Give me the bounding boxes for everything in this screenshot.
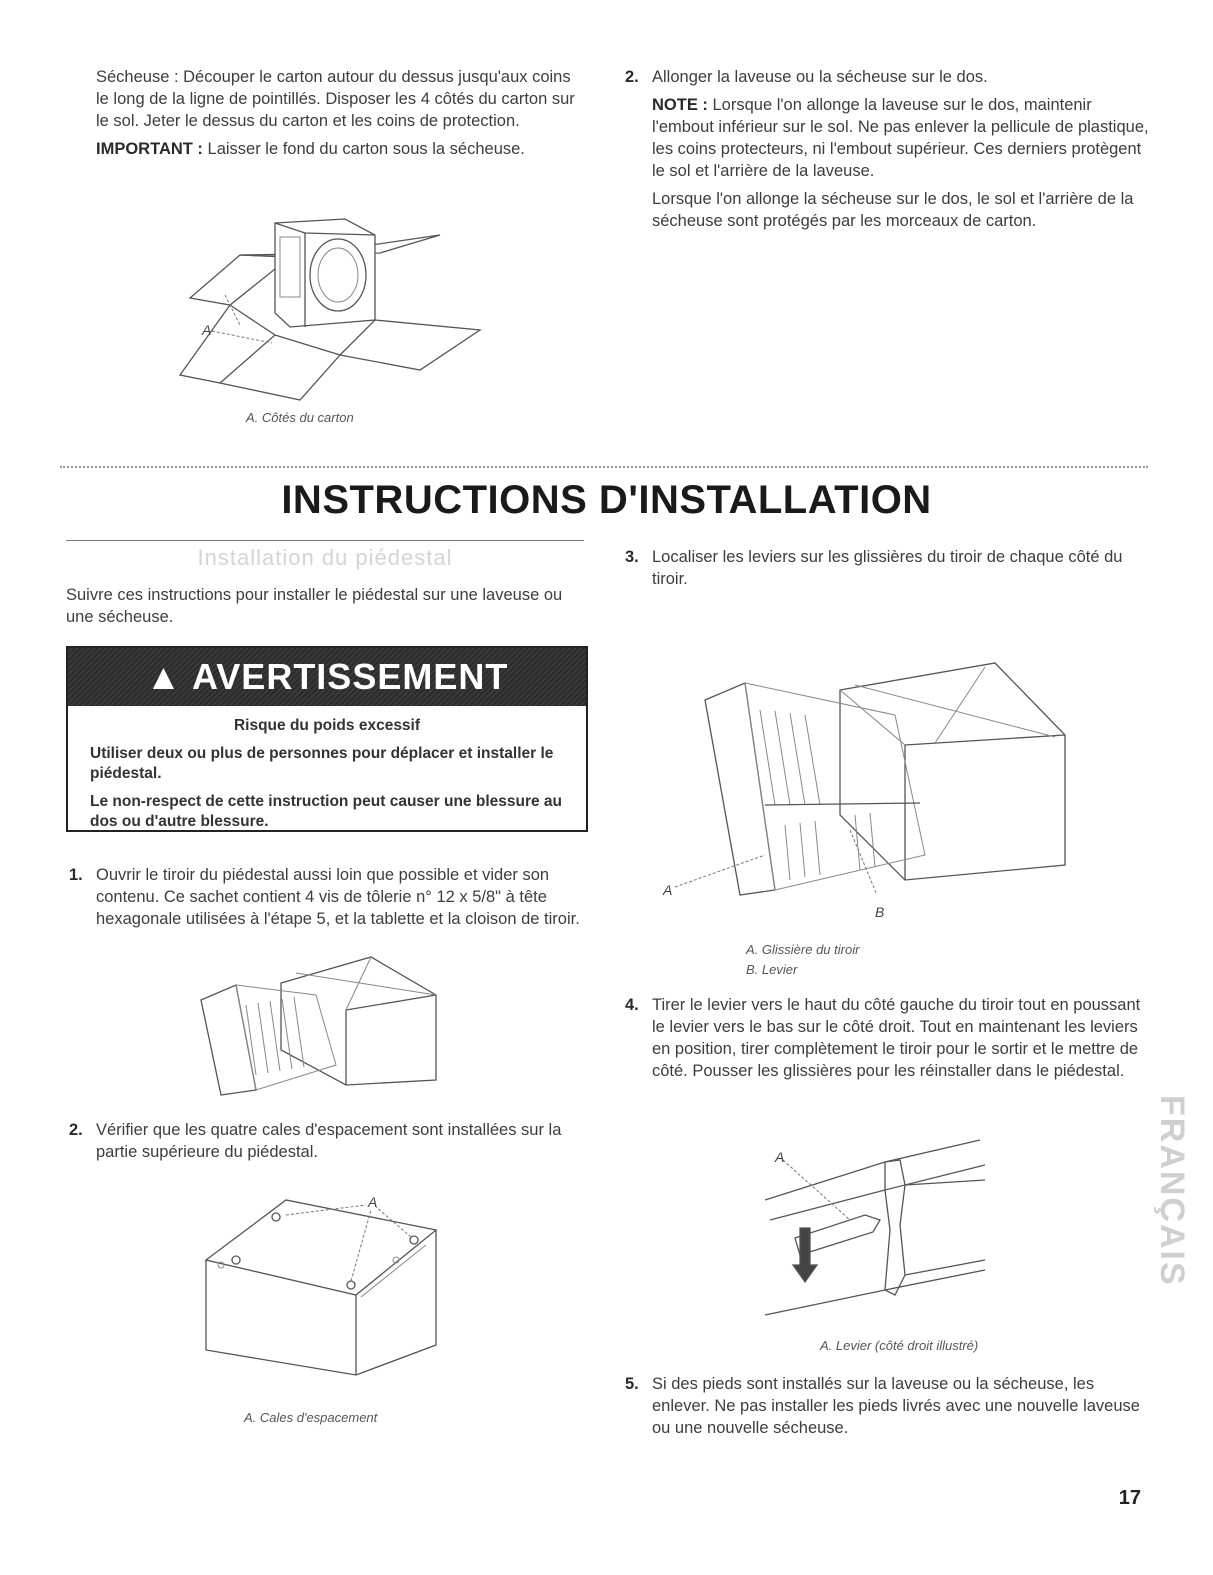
- pedestal-spacers-figure: [196, 1185, 446, 1385]
- dryer-note: Lorsque l'on allonge la sécheuse sur le dos, le sol et l'arrière de la sécheuse sont protégés par les morceaux de carton.: [652, 190, 1134, 230]
- step-text: Ouvrir le tiroir du piédestal aussi loin que possible et vider son contenu. Ce sachet contient 4 vis de tôlerie n° 12 x 5/8" à tête hexagonale utilisées à l'étape 5, et la tablette et la cloison de tiroir.: [96, 866, 580, 928]
- step-number: 5.: [625, 1375, 639, 1393]
- slide-caption-a: A. Glissière du tiroir: [746, 942, 860, 957]
- lever-label-b: B: [875, 904, 885, 920]
- warning-line-2: Le non-respect de cette instruction peut causer une blessure au dos ou d'autre blessure.: [90, 793, 563, 830]
- important-text: Laisser le fond du carton sous la sécheuse.: [202, 140, 525, 158]
- warning-triangle-icon: ▲: [145, 656, 183, 697]
- warning-body: [68, 706, 586, 832]
- step-text: Vérifier que les quatre cales d'espacement sont installées sur la partie supérieure du piédestal.: [96, 1121, 562, 1161]
- warning-box: [66, 646, 588, 832]
- step-text: Tirer le levier vers le haut du côté gauche du tiroir tout en poussant le levier vers le bas sur le côté droit. Tout en maintenant les leviers en position, tirer complètement le tiroir pour le sortir et le mettre de côté. Pousser les glissières pour les réinstaller dans le piédestal.: [652, 996, 1141, 1080]
- subsection-title: Installation du piédestal: [197, 545, 453, 570]
- section-title: INSTRUCTIONS D'INSTALLATION: [281, 478, 932, 522]
- spacer-label-a: A: [368, 1194, 378, 1210]
- note-text: Lorsque l'on allonge la laveuse sur le dos, maintenir l'embout inférieur sur le sol. Ne pas enlever la pellicule de plastique, les coins protecteurs, ni l'embout supérieur. Ces derniers protègent le sol et l'arrière de la laveuse.: [652, 96, 1149, 180]
- step-number: 4.: [625, 996, 639, 1014]
- step-number: 2.: [69, 1121, 83, 1139]
- lever-caption: A. Levier (côté droit illustré): [820, 1338, 979, 1353]
- section-divider: [60, 466, 1148, 468]
- language-side-tab: [1151, 1090, 1191, 1350]
- warning-title: AVERTISSEMENT: [191, 656, 509, 697]
- warning-header: [68, 648, 586, 706]
- step-4: [625, 994, 1152, 1088]
- important-note: [96, 138, 586, 160]
- step-number: 3.: [625, 548, 639, 566]
- slide-caption-b: B. Levier: [746, 962, 798, 977]
- spacers-caption: A. Cales d'espacement: [244, 1410, 378, 1425]
- intro-text: Suivre ces instructions pour installer le piédestal sur une laveuse ou une sécheuse.: [66, 586, 563, 626]
- step-text: Si des pieds sont installés sur la laveuse ou la sécheuse, les enlever. Ne pas installer les pieds livrés avec une nouvelle laveuse ou une nouvelle sécheuse.: [652, 1375, 1140, 1437]
- lever-label-a: A: [775, 1149, 785, 1165]
- step-2-spacers: [69, 1119, 588, 1169]
- carton-caption: A. Côtés du carton: [246, 410, 354, 425]
- step-1: [69, 864, 588, 936]
- step-3: [625, 546, 1152, 596]
- dryer-paragraph: Sécheuse : Découper le carton autour du dessus jusqu'aux coins le long de la ligne de pointillés. Disposer les 4 côtés du carton sur le sol. Jeter le dessus du carton et les coins de protection.: [96, 68, 575, 130]
- step-2-laydown: [625, 66, 1152, 238]
- step-number: 1.: [69, 866, 83, 884]
- dryer-instructions: [96, 66, 586, 166]
- lever-figure: [755, 1120, 995, 1335]
- warning-risk: Risque du poids excessif: [233, 717, 421, 734]
- note: [652, 94, 1152, 182]
- slide-label-a: A: [663, 882, 673, 898]
- warning-line-1: Utiliser deux ou plus de personnes pour déplacer et installer le piédestal.: [90, 745, 554, 782]
- drawer-open-figure: [196, 955, 446, 1100]
- drawer-slide-figure: [655, 655, 1075, 925]
- step-text: Allonger la laveuse ou la sécheuse sur le dos.: [652, 68, 988, 86]
- page-number: 17: [1118, 1487, 1141, 1509]
- side-tab-label: FRANÇAIS: [1153, 1095, 1191, 1287]
- note-label: NOTE :: [652, 96, 708, 114]
- important-label: IMPORTANT :: [96, 140, 203, 158]
- subsection-rule: [66, 540, 584, 541]
- step-text: Localiser les leviers sur les glissières du tiroir de chaque côté du tiroir.: [652, 548, 1123, 588]
- step-number: 2.: [625, 68, 639, 86]
- step-5: [625, 1373, 1152, 1445]
- dryer-carton-figure: [180, 195, 490, 405]
- carton-label-a: A: [202, 322, 212, 338]
